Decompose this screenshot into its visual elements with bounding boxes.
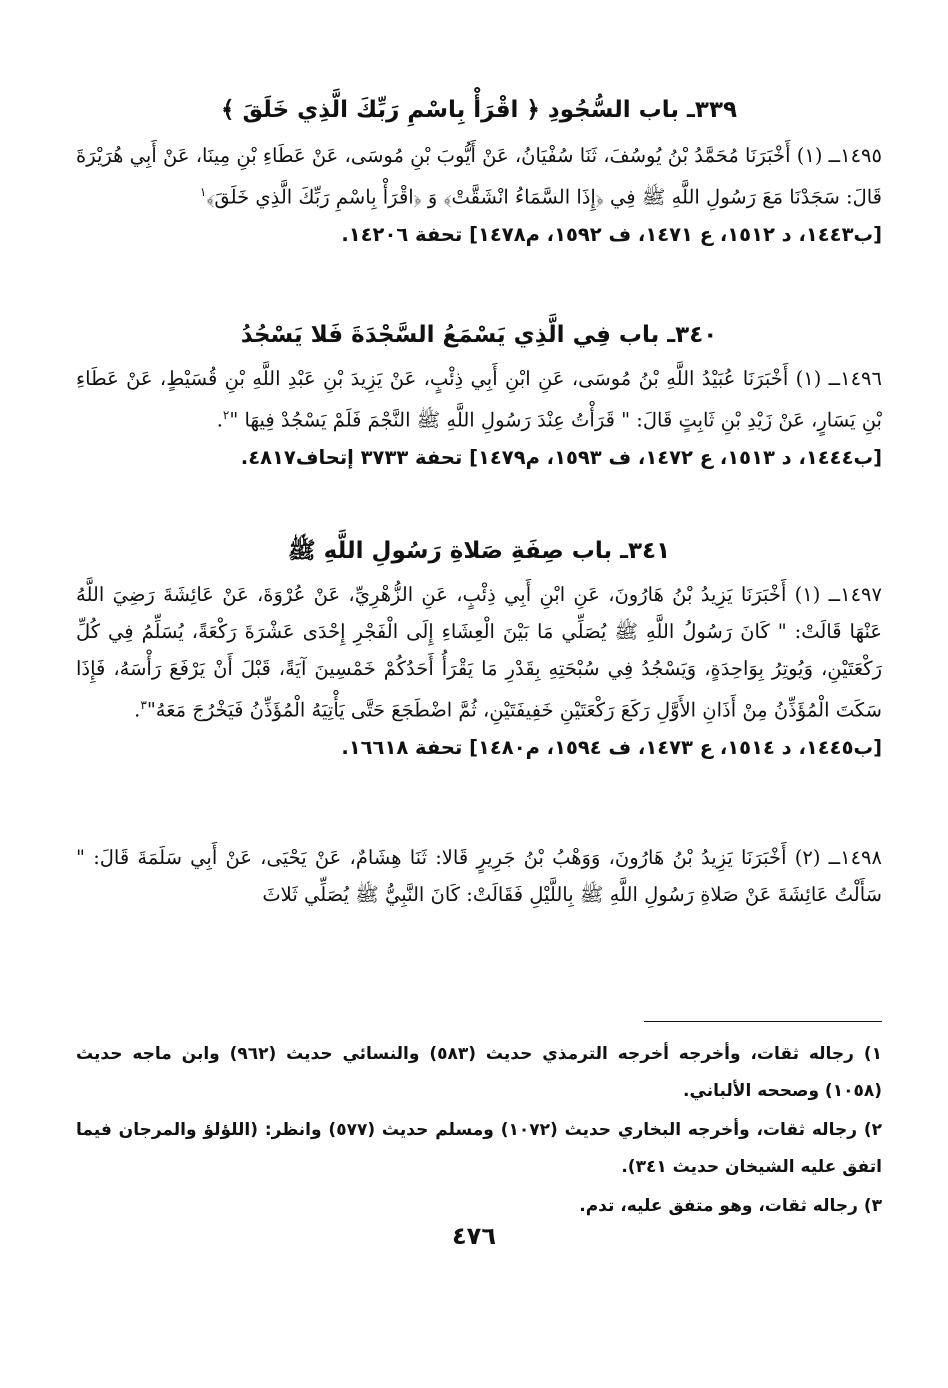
chapter-title-340: ٣٤٠ـ باب فِي الَّذِي يَسْمَعُ السَّجْدَةَ فَلا يَسْجُدُ	[240, 322, 718, 348]
hadith-1498	[76, 839, 882, 913]
footnote-marker[interactable]: ٣	[140, 698, 147, 712]
hadith-text: ١٤٩٦ــ (١) أَخْبَرَنَا عُبَيْدُ اللَّهِ بْنُ مُوسَى، عَنِ ابْنِ أَبِي ذِئْبٍ، عَنْ يَزِيدَ بْنِ عَبْدِ اللَّهِ بْنِ قُسَيْطٍ، عَنْ عَطَاءِ بْنِ يَسَارٍ، عَنْ زَيْدِ بْنِ ثَابِتٍ قَالَ: " قَرَأْتُ عِنْدَ رَسُولِ اللَّهِ ﷺ النَّجْمَ فَلَمْ يَسْجُدْ فِيهَا "$^٢$.	[76, 367, 883, 432]
hadith-text: ١٤٩٨ــ (٢) أَخْبَرَنَا يَزِيدُ بْنُ هَارُونَ، وَوَهْبُ بْنُ جَرِيرٍ قَالا: ثَنَا هِشَامٌ، عَنْ يَحْيَى، عَنْ أَبِي سَلَمَةَ قَالَ: " سَأَلْتُ عَائِشَةَ عَنْ صَلاةِ رَسُولِ اللَّهِ ﷺ بِاللَّيْلِ فَقَالَتْ: كَانَ النَّبِيُّ ﷺ يُصَلِّي ثَلاثَ	[76, 846, 883, 906]
footnote-divider	[644, 1021, 882, 1022]
hadith-text	[76, 137, 882, 216]
page-number: ٤٧٦	[452, 1222, 496, 1250]
footnotes	[76, 1036, 882, 1227]
chapter-title-341: ٣٤١ـ باب صِفَةِ صَلاةِ رَسُولِ اللَّهِ ﷺ	[287, 538, 671, 564]
footnote-2: ٢) رجاله ثقات، وأخرجه البخاري حديث (١٠٧٢) ومسلم حديث (٥٧٧) وانظر: (اللؤلؤ والمرجان فيما اتفق عليه الشيخان حديث ٣٤١).	[76, 1120, 882, 1177]
footnote-1: ١) رجاله ثقات، وأخرجه أخرجه الترمذي حديث (٥٨٣) والنسائي حديث (٩٦٢) وابن ماجه حديث (١٠٥٨) وصححه الألباني.	[76, 1044, 882, 1101]
hadith-references: [ب١٤٤٤، د ١٥١٣، ع ١٤٧٢، ف ١٥٩٣، م١٤٧٩] تحفة ٣٧٣٣ إتحاف٤٨١٧.	[240, 445, 882, 469]
hadith-1495	[76, 137, 882, 253]
footnote-marker[interactable]: ١	[199, 185, 207, 199]
hadith-1495-body: ١٤٩٥ــ (١) أَخْبَرَنَا مُحَمَّدُ بْنُ يُوسُفَ، ثَنَا سُفْيَانُ، عَنْ أَيُّوبَ بْنِ مُوسَى، عَنْ عَطَاءِ بْنِ مِينَا، عَنْ أَبِي هُرَيْرَةَ قَالَ: سَجَدْنَا مَعَ رَسُولِ اللَّهِ ﷺ فِي ﴿إِذَا السَّمَاءُ انْشَقَّتْ﴾ وَ ﴿اقْرَأْ بِاسْمِ رَبِّكَ الَّذِي خَلَقَ﴾	[76, 144, 883, 209]
hadith-1497	[76, 576, 882, 766]
hadith-text: ١٤٩٧ــ (١) أَخْبَرَنَا يَزِيدُ بْنُ هَارُونَ، عَنِ ابْنِ أَبِي ذِئْبٍ، عَنِ الزُّهْرِيِّ، عَنْ عُرْوَةَ، عَنْ عَائِشَةَ رَضِيَ اللَّهُ عَنْهَا قَالَتْ: " كَانَ رَسُولُ اللَّهِ ﷺ يُصَلِّي مَا بَيْنَ الْعِشَاءِ إِلَى الْفَجْرِ إِحْدَى عَشْرَةَ رَكْعَةً، يُسَلِّمُ فِي كُلِّ رَكْعَتَيْنِ، وَيُوتِرُ بِوَاحِدَةٍ، وَيَسْجُدُ فِي سُبْحَتِهِ بِقَدْرِ مَا يَقْرَأُ أَحَدُكُمْ خَمْسِينَ آيَةً، قَبْلَ أَنْ يَرْفَعَ رَأْسَهُ، فَإِذَا سَكَتَ الْمُؤَذِّنُ مِنْ أَذَانِ الأَوَّلِ رَكَعَ رَكْعَتَيْنِ خَفِيفَتَيْنِ، ثُمَّ اضْطَجَعَ حَتَّى يَأْتِيَهُ الْمُؤَذِّنُ فَيَخْرُجَ مَعَهُ"$^٣$.	[76, 583, 883, 722]
hadith-1497-body: ١٤٩٧ــ (١) أَخْبَرَنَا يَزِيدُ بْنُ هَارُونَ، عَنِ ابْنِ أَبِي ذِئْبٍ، عَنِ الزُّهْرِيِّ، عَنْ عُرْوَةَ، عَنْ عَائِشَةَ رَضِيَ اللَّهُ عَنْهَا قَالَتْ: " كَانَ رَسُولُ اللَّهِ ﷺ يُصَلِّي مَا بَيْنَ الْعِشَاءِ إِلَى الْفَجْرِ إِحْدَى عَشْرَةَ رَكْعَةً، يُسَلِّمُ فِي كُلِّ رَكْعَتَيْنِ، وَيُوتِرُ بِوَاحِدَةٍ، وَيَسْجُدُ فِي سُبْحَتِهِ بِقَدْرِ مَا يَقْرَأُ أَحَدُكُمْ خَمْسِينَ آيَةً، قَبْلَ أَنْ يَرْفَعَ رَأْسَهُ، فَإِذَا سَكَتَ الْمُؤَذِّنُ مِنْ أَذَانِ الأَوَّلِ رَكَعَ رَكْعَتَيْنِ خَفِيفَتَيْنِ، ثُمَّ اضْطَجَعَ حَتَّى يَأْتِيَهُ الْمُؤَذِّنُ فَيَخْرُجَ مَعَهُ"	[76, 583, 883, 722]
hadith-1496	[76, 360, 882, 476]
hadith-references: [ب١٤٤٣، د ١٥١٢، ع ١٤٧١، ف ١٥٩٢، م١٤٧٨] تحفة ١٤٢٠٦.	[341, 222, 882, 246]
chapter-title-339: ٣٣٩ـ باب السُّجُودِ ﴿ اقْرَأْ بِاسْمِ رَبِّكَ الَّذِي خَلَقَ ﴾	[220, 97, 738, 123]
hadith-1496-body: ١٤٩٦ــ (١) أَخْبَرَنَا عُبَيْدُ اللَّهِ بْنُ مُوسَى، عَنِ ابْنِ أَبِي ذِئْبٍ، عَنْ يَزِيدَ بْنِ عَبْدِ اللَّهِ بْنِ قُسَيْطٍ، عَنْ عَطَاءِ بْنِ يَسَارٍ، عَنْ زَيْدِ بْنِ ثَابِتٍ قَالَ: " قَرَأْتُ عِنْدَ رَسُولِ اللَّهِ ﷺ النَّجْمَ فَلَمْ يَسْجُدْ فِيهَا "	[76, 367, 883, 432]
hadith-references: [ب١٤٤٥، د ١٥١٤، ع ١٤٧٣، ف ١٥٩٤، م١٤٨٠] تحفة ١٦٦١٨.	[341, 735, 882, 759]
footnote-marker[interactable]: ٢	[222, 408, 230, 422]
footnote-3: ٣) رجاله ثقات، وهو متفق عليه، تدم.	[579, 1196, 882, 1216]
